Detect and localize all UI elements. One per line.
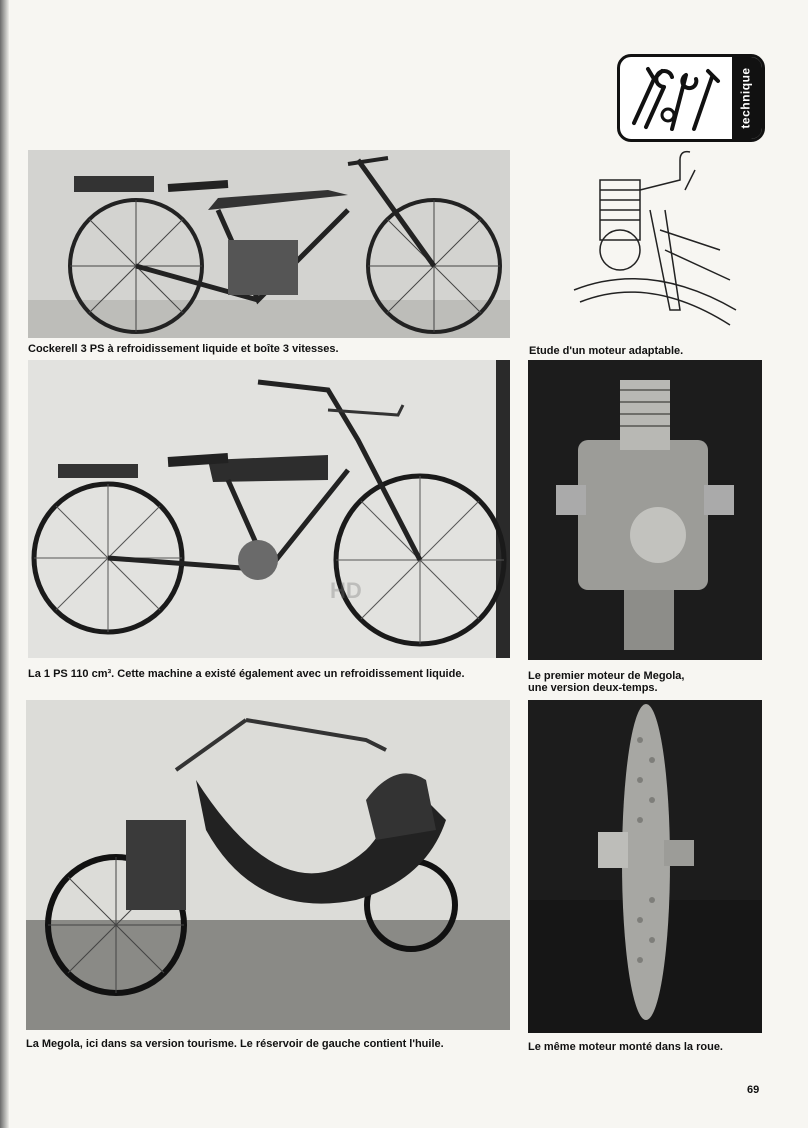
engine-in-wheel-photo (528, 700, 762, 1033)
caption-one-ps: La 1 PS 110 cm³. Cette machine a existé également avec un refroidissement liquide. (28, 668, 465, 680)
cockerell-photo (28, 150, 510, 338)
caption-engine-study: Etude d'un moteur adaptable. (529, 345, 684, 357)
engine-study-drawing (570, 150, 740, 335)
caption-cockerell: Cockerell 3 PS à refroidissement liquide et boîte 3 vitesses. (28, 343, 339, 355)
one-ps-bike-photo (28, 360, 510, 658)
megola-engine-photo (528, 360, 762, 660)
caption-megola-touring: La Megola, ici dans sa version tourisme. Le réservoir de gauche contient l'huile. (26, 1038, 444, 1050)
tools-icon (620, 57, 738, 139)
page-number: 69 (747, 1084, 760, 1096)
caption-megola-engine: Le premier moteur de Megola, une version deux-temps. (528, 670, 685, 694)
caption-engine-in-wheel: Le même moteur monté dans la roue. (528, 1041, 723, 1053)
page-spine-shadow (0, 0, 9, 1128)
watermark: HD (330, 578, 362, 603)
badge-label: technique (738, 67, 753, 129)
megola-touring-photo (26, 700, 510, 1030)
technique-badge (617, 54, 765, 142)
